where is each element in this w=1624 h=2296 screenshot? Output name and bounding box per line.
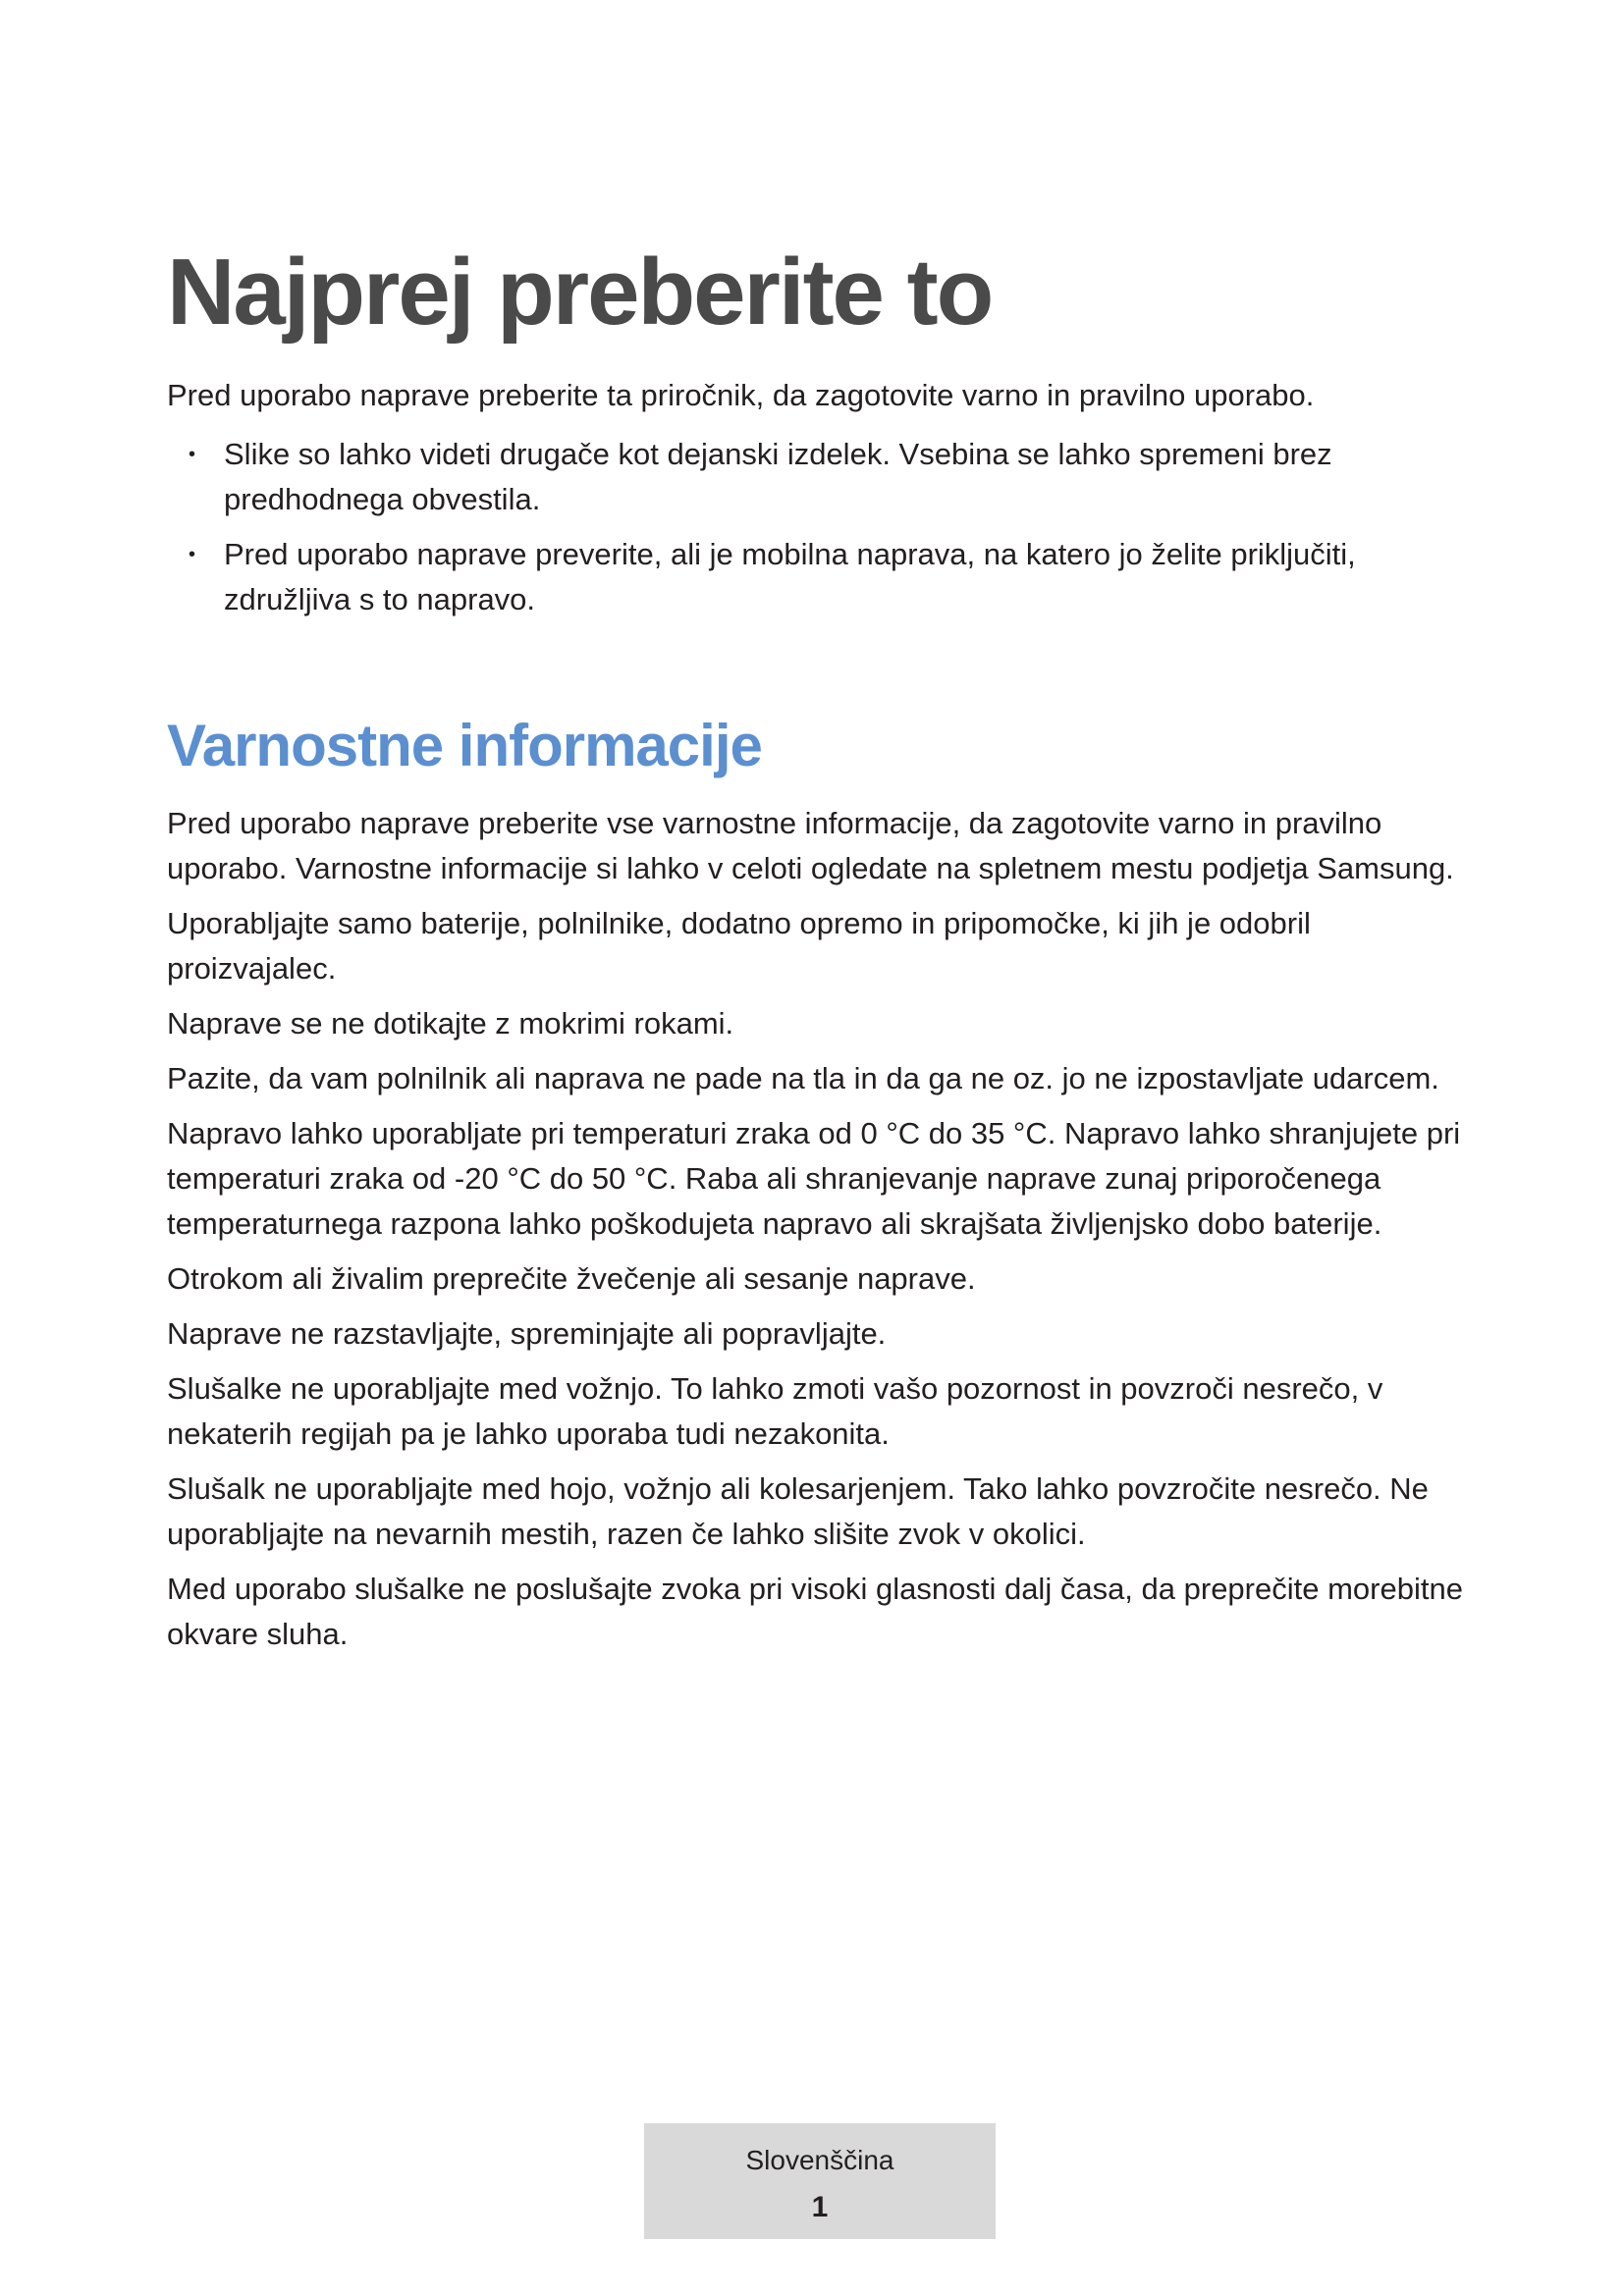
- safety-paragraph: Slušalk ne uporabljajte med hojo, vožnjo ali kolesarjenjem. Tako lahko povzročite nesrečo. Ne uporabljajte na nevarnih mestih, razen če lahko slišite zvok v okolici.: [167, 1471, 1429, 1551]
- bullet-icon: •: [189, 544, 196, 565]
- bullet-item: [167, 432, 1463, 522]
- page-footer: [644, 2123, 996, 2239]
- safety-paragraphs: [167, 801, 1463, 1657]
- safety-paragraph: Pred uporabo naprave preberite vse varnostne informacije, da zagotovite varno in pravilno uporabo. Varnostne informacije si lahko v celoti ogledate na spletnem mestu podjetja Samsung.: [167, 806, 1454, 885]
- section-title: Varnostne informacije: [167, 713, 762, 778]
- page-title: Najprej preberite to: [167, 240, 993, 345]
- footer-language: Slovenščina: [745, 2145, 894, 2175]
- safety-paragraph: Otrokom ali živalim preprečite žvečenje ali sesanje naprave.: [167, 1261, 976, 1296]
- bullet-text: Slike so lahko videti drugače kot dejanski izdelek. Vsebina se lahko spremeni brez predhodnega obvestila.: [224, 437, 1332, 516]
- safety-paragraph: Uporabljajte samo baterije, polnilnike, dodatno opremo in pripomočke, ki jih je odobril proizvajalec.: [167, 906, 1311, 986]
- bullet-item: [167, 532, 1463, 622]
- bullet-list: [167, 432, 1463, 622]
- page-number: 1: [811, 2191, 829, 2223]
- safety-paragraph: Naprave ne razstavljajte, spreminjajte ali popravljajte.: [167, 1316, 887, 1351]
- safety-paragraph: Med uporabo slušalke ne poslušajte zvoka pri visoki glasnosti dalj časa, da preprečite morebitne okvare sluha.: [167, 1572, 1463, 1651]
- safety-paragraph: Naprave se ne dotikajte z mokrimi rokami.: [167, 1006, 734, 1041]
- safety-paragraph: Slušalke ne uporabljajte med vožnjo. To lahko zmoti vašo pozornost in povzroči nesrečo, v nekaterih regijah pa je lahko uporaba tudi nezakonita.: [167, 1371, 1383, 1451]
- intro-text: Pred uporabo naprave preberite ta priročnik, da zagotovite varno in pravilno uporabo.: [167, 378, 1315, 412]
- safety-paragraph: Pazite, da vam polnilnik ali naprava ne pade na tla in da ga ne oz. jo ne izpostavljate udarcem.: [167, 1061, 1439, 1095]
- safety-paragraph: Napravo lahko uporabljate pri temperaturi zraka od 0 °C do 35 °C. Napravo lahko shranjujete pri temperaturi zraka od -20 °C do 50 °C. Raba ali shranjevanje naprave zunaj priporočenega temperaturnega razpona lahko poškodujeta napravo ali skrajšata življenjsko dobo baterije.: [167, 1116, 1461, 1241]
- page-content: [167, 240, 1463, 1667]
- bullet-text: Pred uporabo naprave preverite, ali je mobilna naprava, na katero jo želite priključiti, združljiva s to napravo.: [224, 537, 1356, 616]
- bullet-icon: •: [189, 444, 196, 465]
